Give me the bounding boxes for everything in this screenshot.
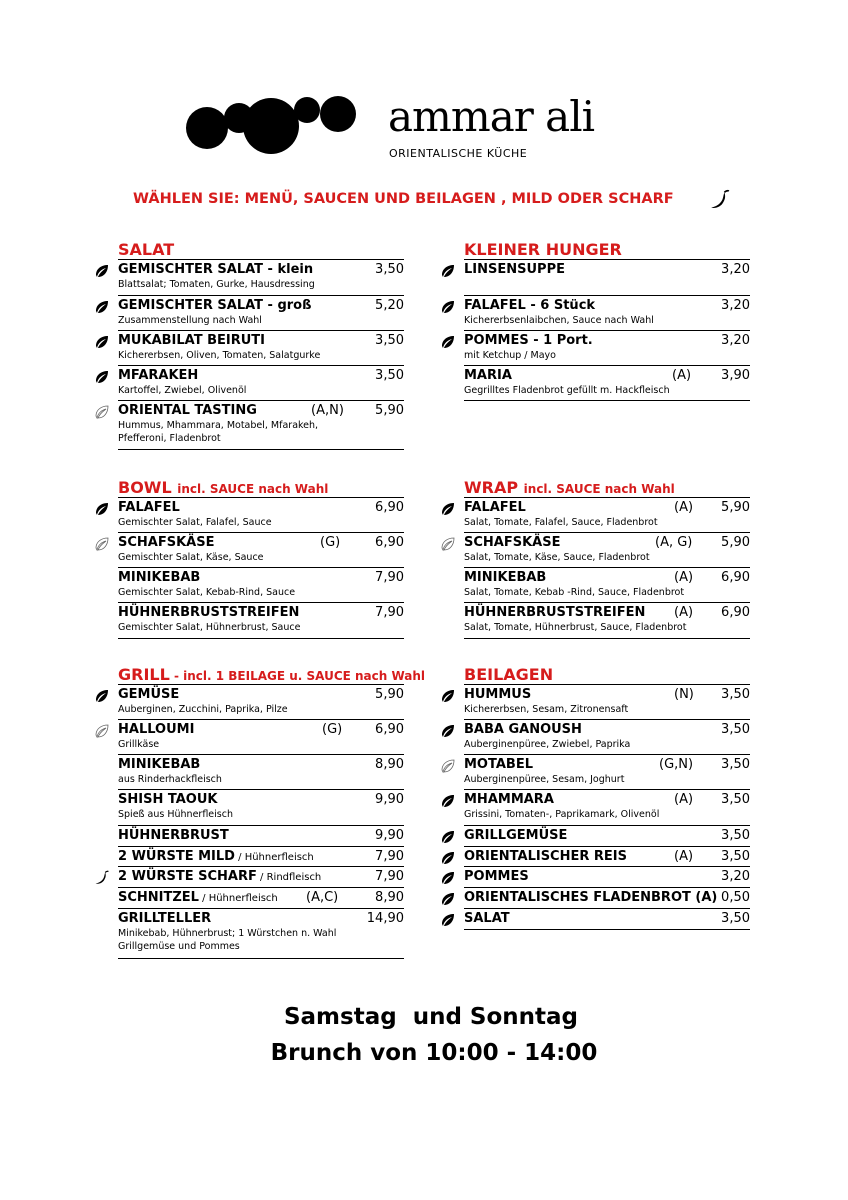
item-allergens: (A) [672, 368, 692, 383]
logo-dot [243, 98, 299, 154]
leaf-icon [440, 891, 456, 907]
item-description [118, 927, 404, 955]
leaf-icon [440, 688, 456, 704]
item-price: 0,50 [721, 890, 750, 905]
item-description: Salat, Tomate, Falafel, Sauce, Fladenbrot [464, 517, 658, 528]
item-price: 7,90 [375, 570, 404, 585]
menu-item [118, 366, 404, 401]
item-description: Kichererbsen, Oliven, Tomaten, Salatgurke [118, 350, 321, 361]
logo-dot [186, 107, 228, 149]
leaf-icon [440, 299, 456, 315]
menu-item [464, 331, 750, 366]
leaf-icon [440, 870, 456, 886]
item-price: 6,90 [721, 570, 750, 585]
item-description: Gegrilltes Fladenbrot gefüllt m. Hackfleisch [464, 385, 670, 396]
menu-item [118, 260, 404, 296]
item-allergens: (A) [674, 605, 694, 620]
section-subtitle: incl. SAUCE nach Wahl [177, 482, 329, 496]
section-subtitle: incl. SAUCE nach Wahl [523, 482, 675, 496]
item-description: Auberginenpüree, Zwiebel, Paprika [464, 739, 631, 750]
item-price: 5,20 [375, 298, 404, 313]
item-name: LINSENSUPPE [464, 262, 565, 277]
leaf-icon [440, 334, 456, 350]
instruction-text: WÄHLEN SIE: MENÜ, SAUCEN UND BEILAGEN , MILD ODER SCHARF [133, 191, 674, 207]
menu-item [118, 826, 404, 847]
leaf-icon [440, 829, 456, 845]
logo [186, 94, 626, 164]
menu-item [118, 533, 404, 568]
menu-item [464, 790, 750, 826]
item-description: Salat, Tomate, Käse, Sauce, Fladenbrot [464, 552, 650, 563]
section-title: KLEINER HUNGER [464, 240, 622, 259]
item-name: MUKABILAT BEIRUTI [118, 333, 265, 348]
item-price: 7,90 [375, 605, 404, 620]
leaf-icon [94, 334, 110, 350]
item-allergens: (A) [674, 570, 694, 585]
section-title-text: BOWL [118, 478, 172, 497]
item-name: MINIKEBAB [118, 570, 201, 585]
item-allergens: (G) [322, 722, 343, 737]
section-bowl [118, 476, 404, 639]
item-name: HÜHNERBRUSTSTREIFEN [464, 605, 646, 620]
item-name: MINIKEBAB [464, 570, 547, 585]
section-beilagen [464, 663, 750, 930]
leaf-icon [94, 299, 110, 315]
item-price: 5,90 [375, 403, 404, 418]
item-allergens: (N) [674, 687, 694, 702]
leaf-icon [440, 501, 456, 517]
menu-item [118, 498, 404, 533]
menu-item [118, 847, 404, 867]
menu-item [118, 568, 404, 603]
brand-subtitle: ORIENTALISCHE KÜCHE [389, 147, 528, 160]
item-description [118, 419, 404, 447]
section-title [118, 665, 425, 684]
menu-item [118, 888, 404, 909]
menu-item [118, 909, 404, 959]
item-description: Gemischter Salat, Hühnerbrust, Sauce [118, 622, 301, 633]
item-price: 3,50 [721, 757, 750, 772]
menu-item [118, 790, 404, 826]
leaf-icon [94, 369, 110, 385]
item-note: / Hühnerfleisch [234, 852, 314, 863]
item-price: 3,50 [375, 262, 404, 277]
menu-item [464, 755, 750, 790]
menu-item [464, 366, 750, 401]
item-allergens: (G) [320, 535, 341, 550]
item-price: 7,90 [375, 849, 404, 864]
item-price: 3,50 [375, 333, 404, 348]
item-name: MINIKEBAB [118, 757, 201, 772]
item-price: 6,90 [721, 605, 750, 620]
item-description: Zusammenstellung nach Wahl [118, 315, 262, 326]
item-price: 3,50 [721, 792, 750, 807]
item-price: 3,50 [721, 687, 750, 702]
item-price: 3,50 [721, 828, 750, 843]
brand-name: ammar ali [388, 92, 595, 141]
item-price: 8,90 [375, 757, 404, 772]
item-description-line: Pfefferoni, Fladenbrot [118, 433, 221, 444]
item-note: / Rindfleisch [256, 872, 322, 883]
menu-item [464, 720, 750, 755]
item-description: Gemischter Salat, Kebab-Rind, Sauce [118, 587, 296, 598]
leaf-outline-icon [440, 758, 456, 774]
item-description: Blattsalat; Tomaten, Gurke, Hausdressing [118, 279, 315, 290]
item-description: Salat, Tomate, Hühnerbrust, Sauce, Fladenbrot [464, 622, 687, 633]
item-name: SCHAFSKÄSE [464, 535, 561, 550]
menu-item [464, 568, 750, 603]
item-name: FALAFEL - 6 Stück [464, 298, 596, 313]
menu-item [464, 603, 750, 639]
leaf-icon [440, 793, 456, 809]
leaf-icon [440, 723, 456, 739]
item-price: 3,50 [375, 368, 404, 383]
item-price: 5,90 [721, 535, 750, 550]
item-name: FALAFEL [464, 500, 526, 515]
section-subtitle: - incl. 1 BEILAGE u. SAUCE nach Wahl [169, 669, 426, 683]
item-allergens: (A, G) [655, 535, 693, 550]
item-price: 8,90 [375, 890, 404, 905]
footer-days: Samstag und Sonntag [283, 1004, 579, 1030]
leaf-outline-icon [440, 536, 456, 552]
menu-item [464, 685, 750, 720]
item-name-text: SCHNITZEL [118, 890, 199, 905]
item-name: ORIENTALISCHES FLADENBROT (A) [464, 890, 718, 905]
item-name: ORIENTALISCHER REIS [464, 849, 627, 864]
chili-icon [709, 189, 731, 211]
item-description: Spieß aus Hühnerfleisch [118, 809, 233, 820]
leaf-icon [94, 501, 110, 517]
item-name-text: 2 WÜRSTE SCHARF [118, 869, 257, 884]
item-description-line: Hummus, Mhammara, Motabel, Mfarakeh, [118, 420, 319, 431]
menu-item [118, 867, 404, 888]
item-allergens: (G,N) [659, 757, 694, 772]
menu-item [464, 296, 750, 331]
menu-item [118, 401, 404, 450]
item-price: 3,90 [721, 368, 750, 383]
menu-item [118, 755, 404, 790]
logo-dot [294, 97, 320, 123]
item-name: HALLOUMI [118, 722, 195, 737]
section-kleiner-hunger [464, 238, 750, 401]
item-name: HUMMUS [464, 687, 532, 702]
item-name: GEMISCHTER SALAT - klein [118, 262, 314, 277]
section-title: SALAT [118, 240, 175, 259]
item-price: 3,50 [721, 849, 750, 864]
item-name: MFARAKEH [118, 368, 199, 383]
item-price: 14,90 [366, 911, 404, 926]
item-description: Auberginenpüree, Sesam, Joghurt [464, 774, 625, 785]
menu-item [118, 685, 404, 720]
item-price: 3,20 [721, 262, 750, 277]
item-name: MOTABEL [464, 757, 533, 772]
leaf-outline-icon [94, 723, 110, 739]
item-name: GRILLTELLER [118, 911, 212, 926]
menu-item [464, 867, 750, 888]
item-description-line: Minikebab, Hühnerbrust; 1 Würstchen n. Wahl [118, 928, 337, 939]
section-title [118, 478, 328, 497]
item-name: SCHAFSKÄSE [118, 535, 215, 550]
menu-item [464, 888, 750, 909]
menu-item [464, 260, 750, 296]
item-description: Kichererbsen, Sesam, Zitronensaft [464, 704, 629, 715]
menu-item [118, 720, 404, 755]
section-wrap [464, 476, 750, 639]
item-price: 6,90 [375, 500, 404, 515]
leaf-icon [94, 263, 110, 279]
item-description: Kichererbsenlaibchen, Sauce nach Wahl [464, 315, 654, 326]
item-name: GEMISCHTER SALAT - groß [118, 298, 312, 313]
menu-item [464, 826, 750, 847]
item-price: 6,90 [375, 722, 404, 737]
item-allergens: (A) [674, 849, 694, 864]
item-price: 6,90 [375, 535, 404, 550]
item-description: Salat, Tomate, Kebab -Rind, Sauce, Fladenbrot [464, 587, 685, 598]
item-name-text: 2 WÜRSTE MILD [118, 849, 235, 864]
section-title [464, 478, 675, 497]
item-name: GRILLGEMÜSE [464, 828, 568, 843]
item-price: 9,90 [375, 792, 404, 807]
item-name: GEMÜSE [118, 687, 180, 702]
menu-item [464, 533, 750, 568]
item-price: 5,90 [375, 687, 404, 702]
item-price: 3,20 [721, 333, 750, 348]
menu-item [118, 296, 404, 331]
item-description: Gemischter Salat, Käse, Sauce [118, 552, 264, 563]
item-name: ORIENTAL TASTING [118, 403, 257, 418]
item-price: 3,50 [721, 911, 750, 926]
menu-item [118, 331, 404, 366]
item-name [118, 869, 321, 884]
item-description: Kartoffel, Zwiebel, Olivenöl [118, 385, 247, 396]
item-name: BABA GANOUSH [464, 722, 582, 737]
item-price: 3,20 [721, 869, 750, 884]
leaf-icon [94, 688, 110, 704]
leaf-outline-icon [94, 404, 110, 420]
item-name: POMMES [464, 869, 529, 884]
item-description: Grillkäse [118, 739, 160, 750]
item-price: 5,90 [721, 500, 750, 515]
leaf-icon [440, 850, 456, 866]
section-grill [118, 663, 426, 959]
footer-brunch-hours: Brunch von 10:00 - 14:00 [270, 1040, 598, 1066]
leaf-icon [440, 263, 456, 279]
menu-item [464, 847, 750, 867]
section-title-text: GRILL [118, 665, 170, 684]
item-name: SHISH TAOUK [118, 792, 218, 807]
item-allergens: (A) [674, 792, 694, 807]
item-name: POMMES - 1 Port. [464, 333, 593, 348]
item-allergens: (A,C) [306, 890, 339, 905]
section-title: BEILAGEN [464, 665, 554, 684]
leaf-outline-icon [94, 536, 110, 552]
item-description-line: Grillgemüse und Pommes [118, 941, 240, 952]
item-allergens: (A) [674, 500, 694, 515]
item-name: FALAFEL [118, 500, 180, 515]
item-description: Auberginen, Zucchini, Paprika, Pilze [118, 704, 288, 715]
chili-icon [94, 870, 110, 886]
item-name: HÜHNERBRUST [118, 828, 229, 843]
item-allergens: (A,N) [311, 403, 344, 418]
item-price: 3,20 [721, 298, 750, 313]
menu-item [464, 498, 750, 533]
leaf-icon [440, 912, 456, 928]
item-name [118, 849, 314, 864]
item-note: / Hühnerfleisch [198, 893, 278, 904]
item-price: 3,50 [721, 722, 750, 737]
item-description: Grissini, Tomaten-, Paprikamark, Olivenöl [464, 809, 660, 820]
menu-item [118, 603, 404, 639]
item-description: Gemischter Salat, Falafel, Sauce [118, 517, 272, 528]
item-name: MHAMMARA [464, 792, 554, 807]
logo-dot [320, 96, 356, 132]
item-name: HÜHNERBRUSTSTREIFEN [118, 605, 300, 620]
item-price: 7,90 [375, 869, 404, 884]
item-price: 9,90 [375, 828, 404, 843]
item-description: aus Rinderhackfleisch [118, 774, 222, 785]
section-salat [118, 238, 404, 450]
item-name: SALAT [464, 911, 510, 926]
item-name [118, 890, 278, 905]
item-name: MARIA [464, 368, 512, 383]
item-description: mit Ketchup / Mayo [464, 350, 556, 361]
section-title-text: WRAP [464, 478, 519, 497]
menu-item [464, 909, 750, 930]
